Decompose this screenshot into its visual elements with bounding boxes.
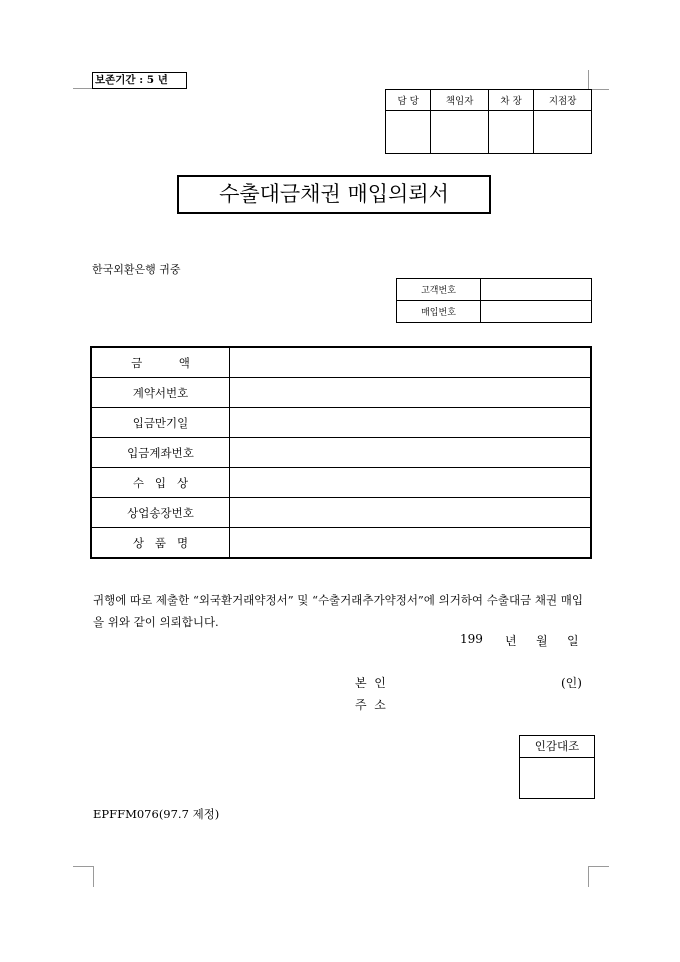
field-value-invoice-number[interactable]	[230, 498, 592, 528]
approval-header-manager: 책임자	[431, 90, 489, 111]
principal-label: 본 인	[355, 676, 386, 690]
address-label: 주 소	[355, 698, 386, 712]
application-details-table	[90, 346, 592, 559]
field-value-contract-number[interactable]	[230, 378, 592, 408]
date-year: 199	[460, 632, 483, 646]
approval-sign-cell[interactable]	[386, 111, 431, 154]
approval-sign-cell[interactable]	[431, 111, 489, 154]
corner-mark-top-left	[73, 88, 93, 89]
corner-mark-bottom-left	[73, 866, 94, 887]
field-value-amount[interactable]	[230, 347, 592, 378]
field-value-payment-due-date[interactable]	[230, 408, 592, 438]
seal-mark: (인)	[561, 676, 582, 690]
form-code: EPFFM076(97.7 제정)	[93, 807, 220, 821]
date-day-unit: 일	[567, 634, 579, 648]
field-label-contract-number: 계약서번호	[91, 378, 230, 408]
field-label-deposit-account: 입금계좌번호	[91, 438, 230, 468]
retention-period-label: 보존기간 : 5 년	[92, 72, 187, 89]
seal-verification-label: 인감대조	[520, 736, 594, 758]
request-paragraph: 귀행에 따로 제출한 “외국환거래약정서” 및 “수출거래추가약정서”에 의거하여 수출대금 채권 매입을 위와 같이 의뢰합니다.	[93, 593, 583, 629]
field-value-deposit-account[interactable]	[230, 438, 592, 468]
purchase-number-label: 매입번호	[397, 301, 481, 323]
recipient-line: 한국외환은행 귀중	[92, 263, 181, 276]
approval-table	[385, 89, 592, 154]
date-year-unit: 년	[505, 634, 517, 648]
purchase-number-field[interactable]	[481, 301, 592, 323]
date-month-unit: 월	[536, 634, 548, 648]
corner-mark-top-right	[588, 70, 609, 90]
customer-number-table	[396, 278, 592, 323]
approval-header-branch-head: 지점장	[534, 90, 592, 111]
document-title: 수출대금채권 매입의뢰서	[177, 175, 491, 214]
field-value-importer[interactable]	[230, 468, 592, 498]
approval-header-staff: 담 당	[386, 90, 431, 111]
field-label-payment-due-date: 입금만기일	[91, 408, 230, 438]
seal-verification-box[interactable]	[519, 735, 595, 799]
field-label-importer: 수 입 상	[91, 468, 230, 498]
field-label-goods: 상 품 명	[91, 528, 230, 559]
field-value-goods[interactable]	[230, 528, 592, 559]
field-label-amount: 금 액	[91, 347, 230, 378]
field-label-invoice-number: 상업송장번호	[91, 498, 230, 528]
approval-header-deputy: 차 장	[488, 90, 533, 111]
approval-sign-cell[interactable]	[534, 111, 592, 154]
corner-mark-bottom-right	[588, 866, 609, 887]
customer-number-label: 고객번호	[397, 279, 481, 301]
approval-sign-cell[interactable]	[488, 111, 533, 154]
customer-number-field[interactable]	[481, 279, 592, 301]
